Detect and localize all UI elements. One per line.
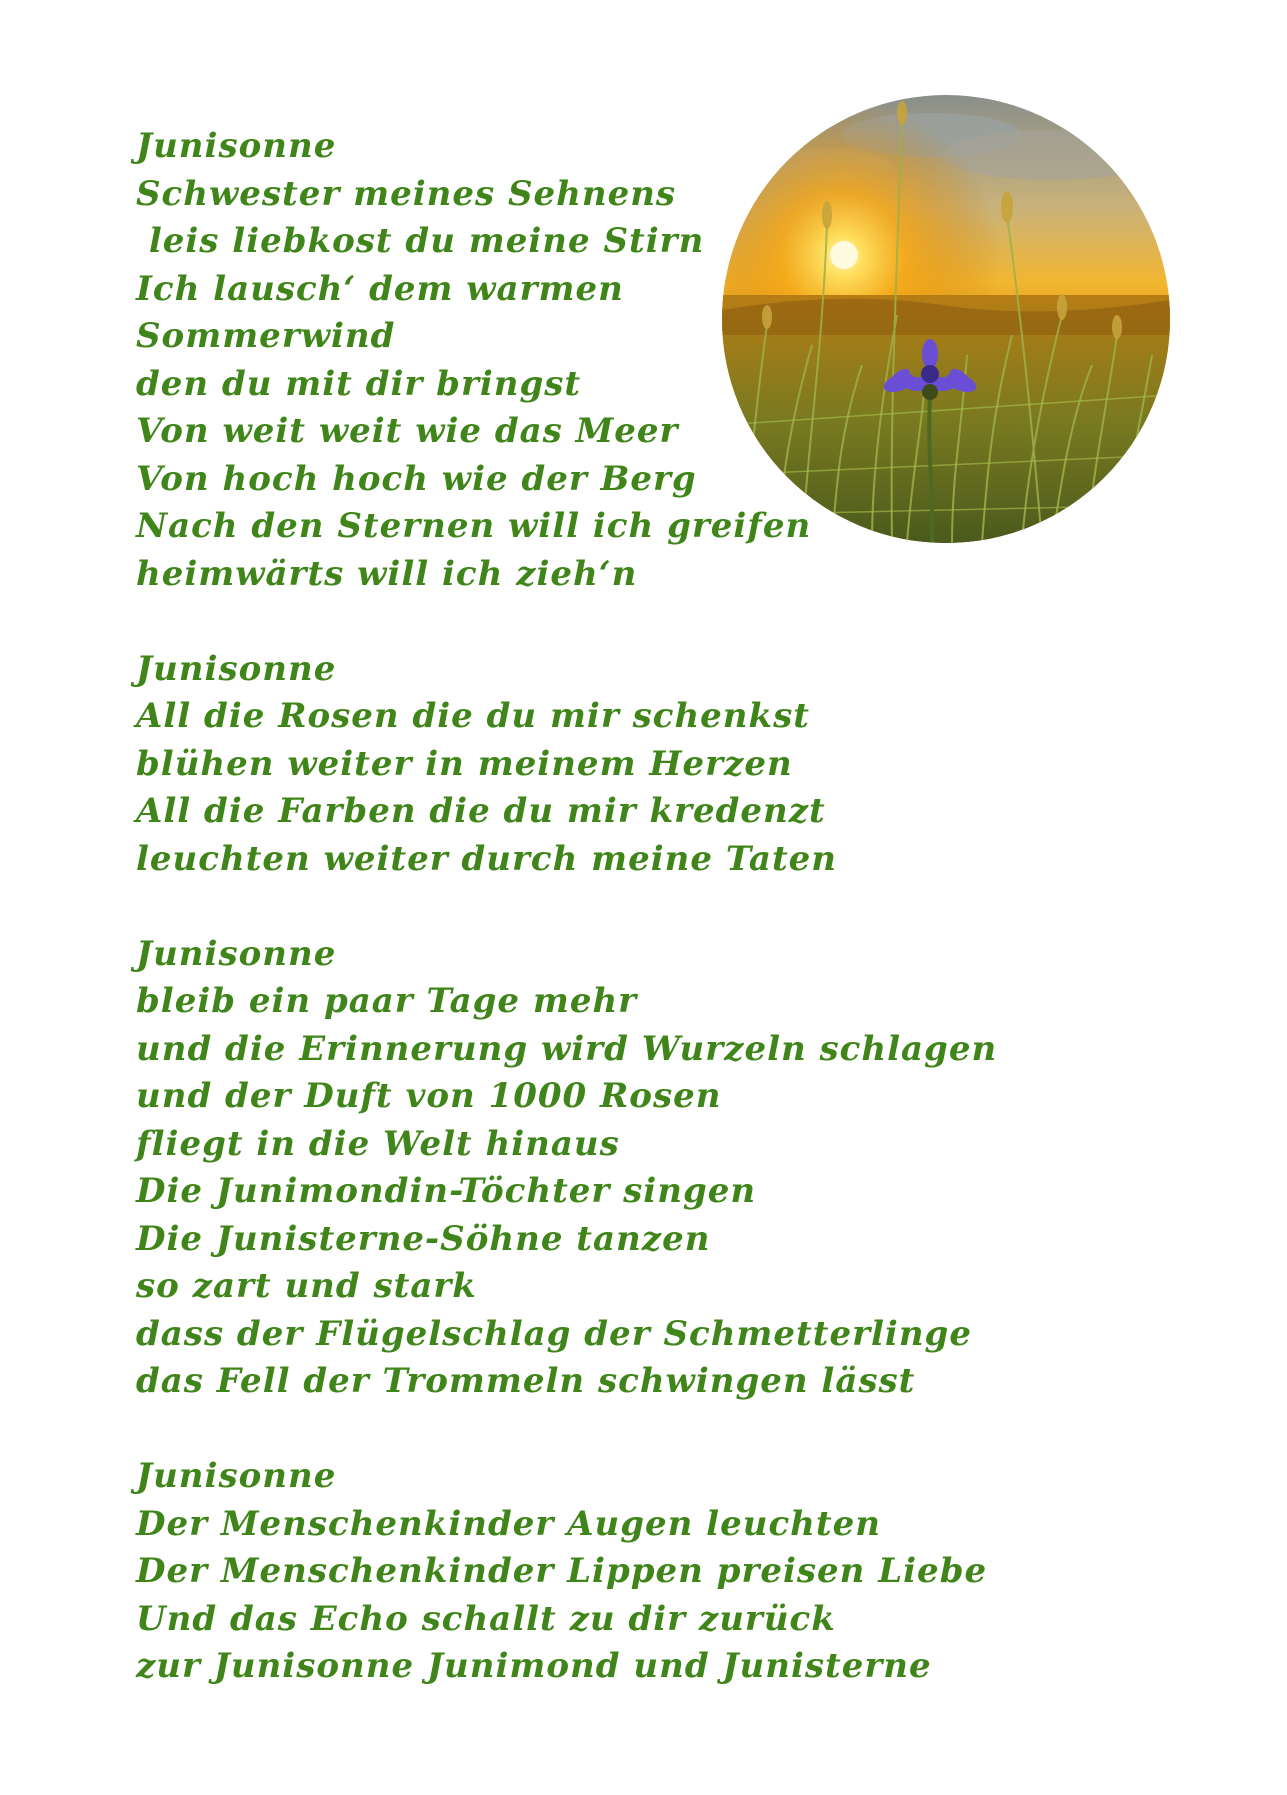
- poem-line: und der Duft von 1000 Rosen: [136, 1076, 722, 1116]
- poem-line: und die Erinnerung wird Wurzeln schlagen: [136, 1028, 998, 1069]
- poem-line: Junisonne: [136, 1456, 337, 1496]
- poem-line: All die Farben die du mir kredenzt: [136, 791, 826, 831]
- poem-line: Der Menschenkinder Augen leuchten: [136, 1503, 881, 1544]
- poem-line: blühen weiter in meinem Herzen: [136, 743, 793, 784]
- poem-line: All die Rosen die du mir schenkst: [136, 696, 810, 736]
- poem-line: zur Junisonne Junimond und Junisterne: [136, 1646, 932, 1686]
- poem-line: so zart und stark: [136, 1266, 477, 1306]
- stanza-2: [136, 646, 1036, 884]
- poem-line: Die Junisterne-Söhne tanzen: [136, 1218, 711, 1259]
- poem-line: Nach den Sternen will ich greifen: [136, 506, 812, 546]
- poem-line: Der Menschenkinder Lippen preisen Liebe: [136, 1551, 988, 1591]
- stanza-4: [136, 1453, 1036, 1691]
- poem-line: leuchten weiter durch meine Taten: [136, 838, 837, 879]
- poem-line: den du mit dir bringst: [136, 363, 582, 404]
- poem-line: Junisonne: [136, 933, 337, 974]
- poem-line: Schwester meines Sehnens: [136, 173, 677, 214]
- poem-line: fliegt in die Welt hinaus: [136, 1123, 620, 1164]
- stanza-1: [136, 123, 1036, 598]
- poem-line: Sommerwind: [136, 316, 396, 356]
- poem-line: Junisonne: [136, 126, 337, 166]
- poem-line: bleib ein paar Tage mehr: [136, 981, 638, 1021]
- poem-line: Von weit weit wie das Meer: [136, 411, 679, 451]
- poem-line: Ich lausch‘ dem warmen: [136, 268, 624, 309]
- poem: [136, 123, 1036, 1691]
- stanza-3: [136, 931, 1036, 1406]
- poem-line: dass der Flügelschlag der Schmetterlinge: [136, 1313, 972, 1354]
- poem-line: leis liebkost du meine Stirn: [136, 221, 705, 261]
- poem-line: Von hoch hoch wie der Berg: [136, 458, 697, 499]
- poem-line: das Fell der Trommeln schwingen lässt: [136, 1361, 916, 1401]
- poem-line: heimwärts will ich zieh‘n: [136, 553, 638, 594]
- poem-line: Die Junimondin-Töchter singen: [136, 1171, 757, 1211]
- poem-line: Und das Echo schallt zu dir zurück: [136, 1598, 836, 1639]
- poem-line: Junisonne: [136, 648, 337, 689]
